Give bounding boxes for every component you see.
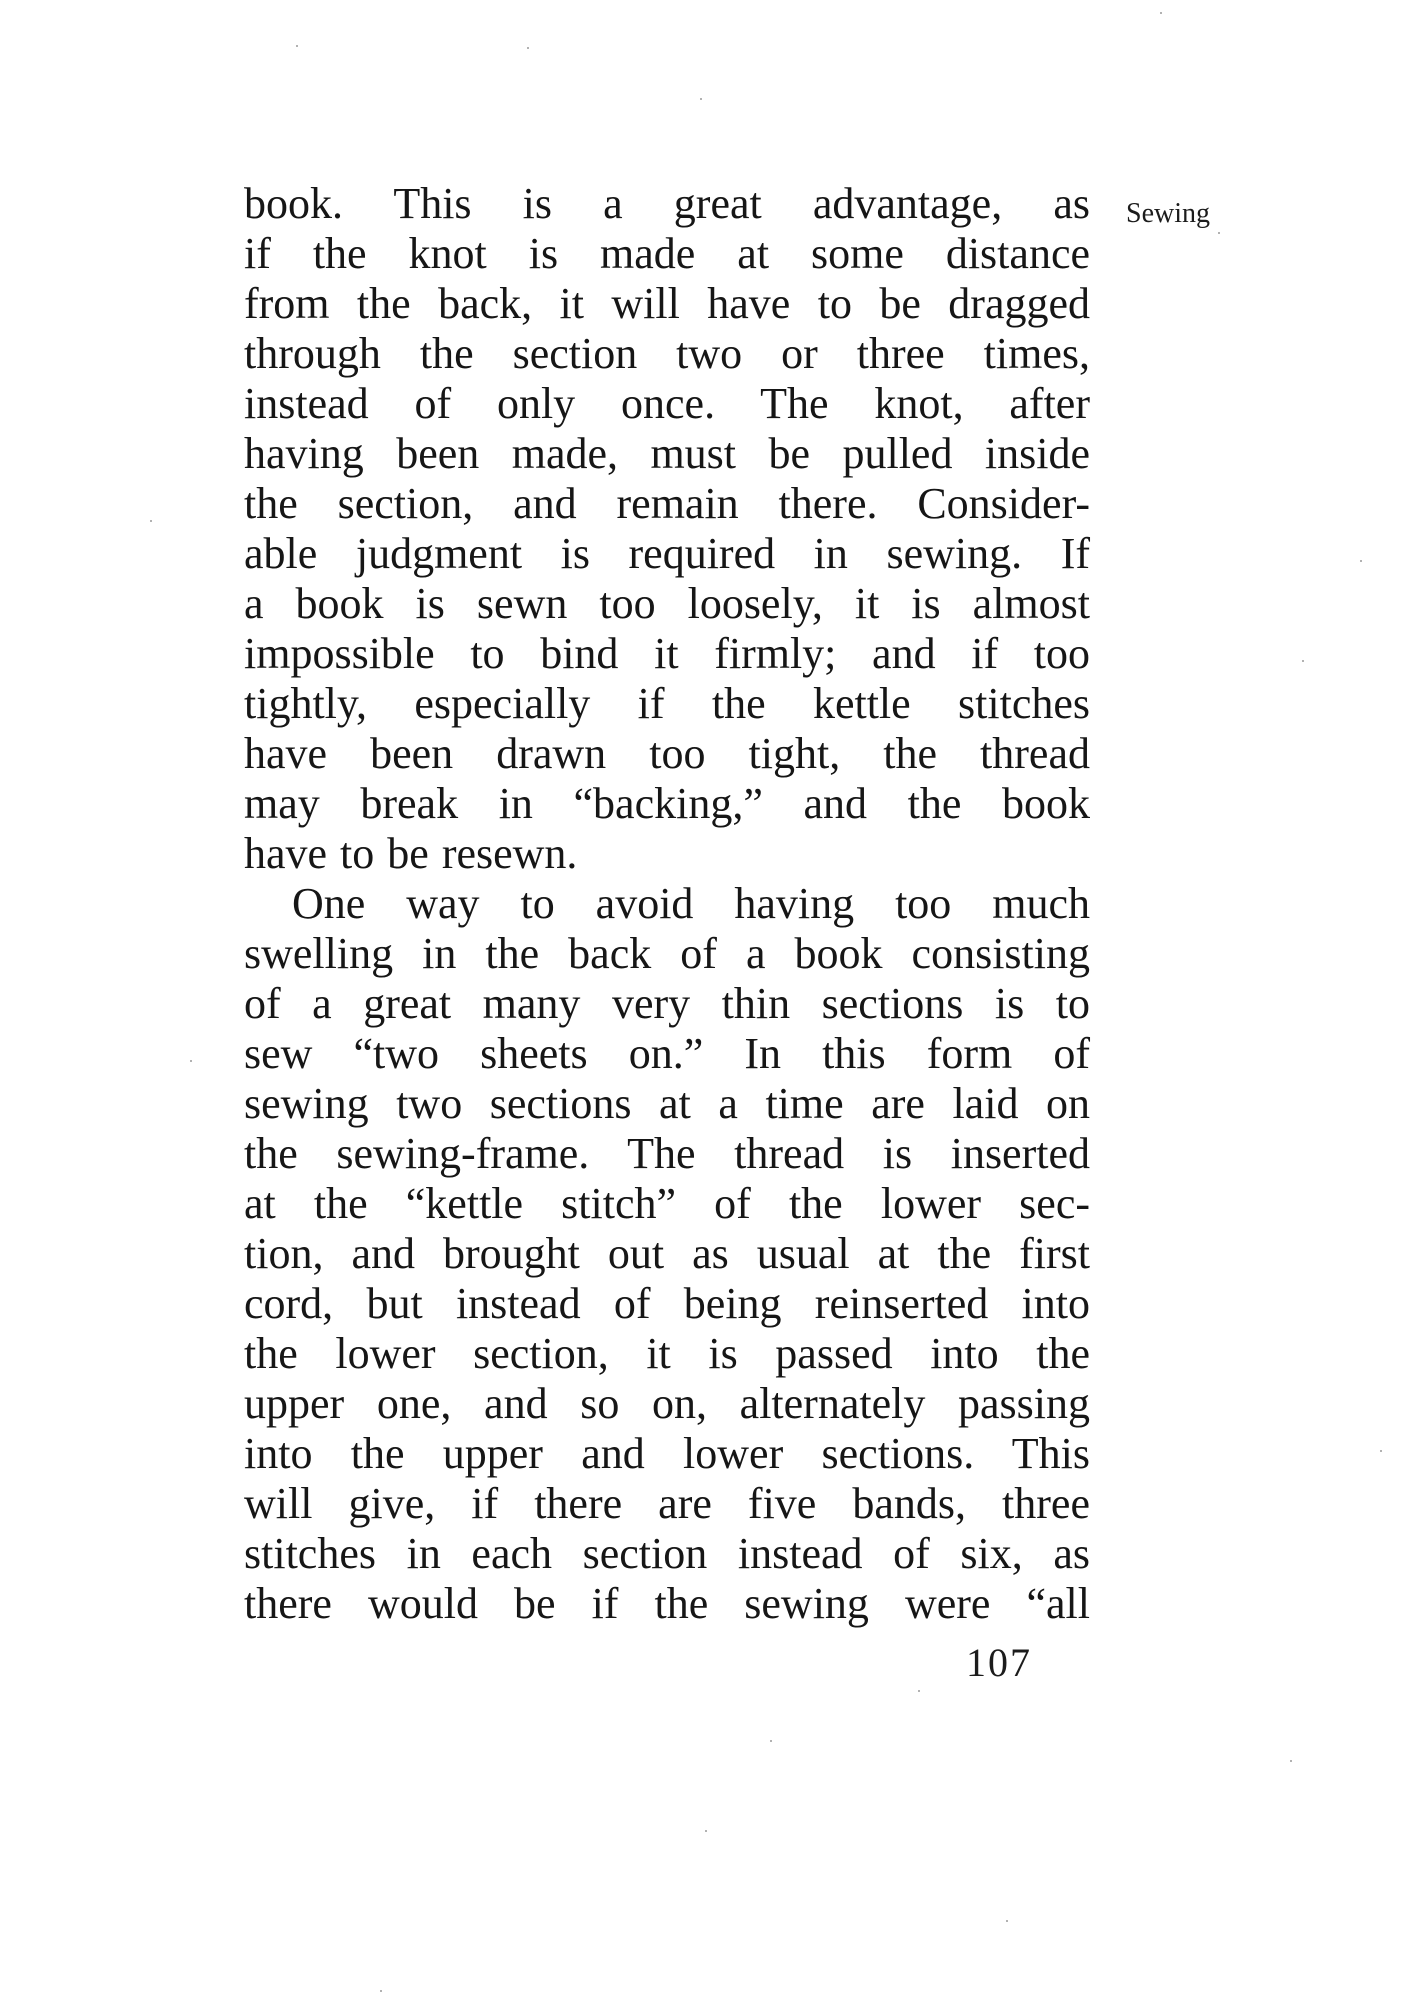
text-line: book. This is a great advantage, as [244,179,1090,228]
paper-speck [770,1740,772,1742]
paper-speck [296,45,298,47]
text-line: into the upper and lower sections. This [244,1429,1090,1478]
text-line: instead of only once. The knot, after [244,379,1090,428]
text-line: the section, and remain there. Consider- [244,479,1090,528]
paper-speck [1290,1760,1292,1762]
text-line: tightly, especially if the kettle stitches [244,679,1090,728]
text-line: stitches in each section instead of six, as [244,1529,1090,1578]
paper-speck [1380,1450,1382,1452]
text-line: there would be if the sewing were “all [244,1579,1090,1628]
paper-speck [1218,232,1220,234]
paper-speck [380,1990,382,1992]
body-text [244,179,1090,1629]
text-line: may break in “backing,” and the book [244,779,1090,828]
text-line: swelling in the back of a book consisting [244,929,1090,978]
text-line: of a great many very thin sections is to [244,979,1090,1028]
text-line: will give, if there are five bands, three [244,1479,1090,1528]
page-number: 107 [966,1640,1032,1685]
text-line: a book is sewn too loosely, it is almost [244,579,1090,628]
paper-speck [1160,12,1162,14]
margin-note: Sewing [1126,198,1210,229]
text-line: tion, and brought out as usual at the first [244,1229,1090,1278]
text-line: able judgment is required in sewing. If [244,529,1090,578]
paper-speck [190,1060,192,1062]
text-line: from the back, it will have to be dragged [244,279,1090,328]
text-line: having been made, must be pulled inside [244,429,1090,478]
paper-speck [705,1830,707,1832]
text-line: upper one, and so on, alternately passing [244,1379,1090,1428]
text-line: cord, but instead of being reinserted into [244,1279,1090,1328]
paper-speck [918,1690,920,1692]
text-line: the lower section, it is passed into the [244,1329,1090,1378]
paper-speck [700,98,702,100]
paragraph-start-line: One way to avoid having too much [292,879,1090,928]
text-line: through the section two or three times, [244,329,1090,378]
paper-speck [527,47,529,49]
text-line: if the knot is made at some distance [244,229,1090,278]
text-line: at the “kettle stitch” of the lower sec- [244,1179,1090,1228]
text-line: sewing two sections at a time are laid on [244,1079,1090,1128]
paper-speck [150,520,152,522]
paper-speck [1006,1920,1008,1922]
paper-speck [1360,560,1362,562]
text-line: sew “two sheets on.” In this form of [244,1029,1090,1078]
paper-speck [1302,660,1304,662]
text-line: have been drawn too tight, the thread [244,729,1090,778]
text-line: impossible to bind it firmly; and if too [244,629,1090,678]
text-line: the sewing-frame. The thread is inserted [244,1129,1090,1178]
paragraph-end-line: have to be resewn. [244,829,578,878]
